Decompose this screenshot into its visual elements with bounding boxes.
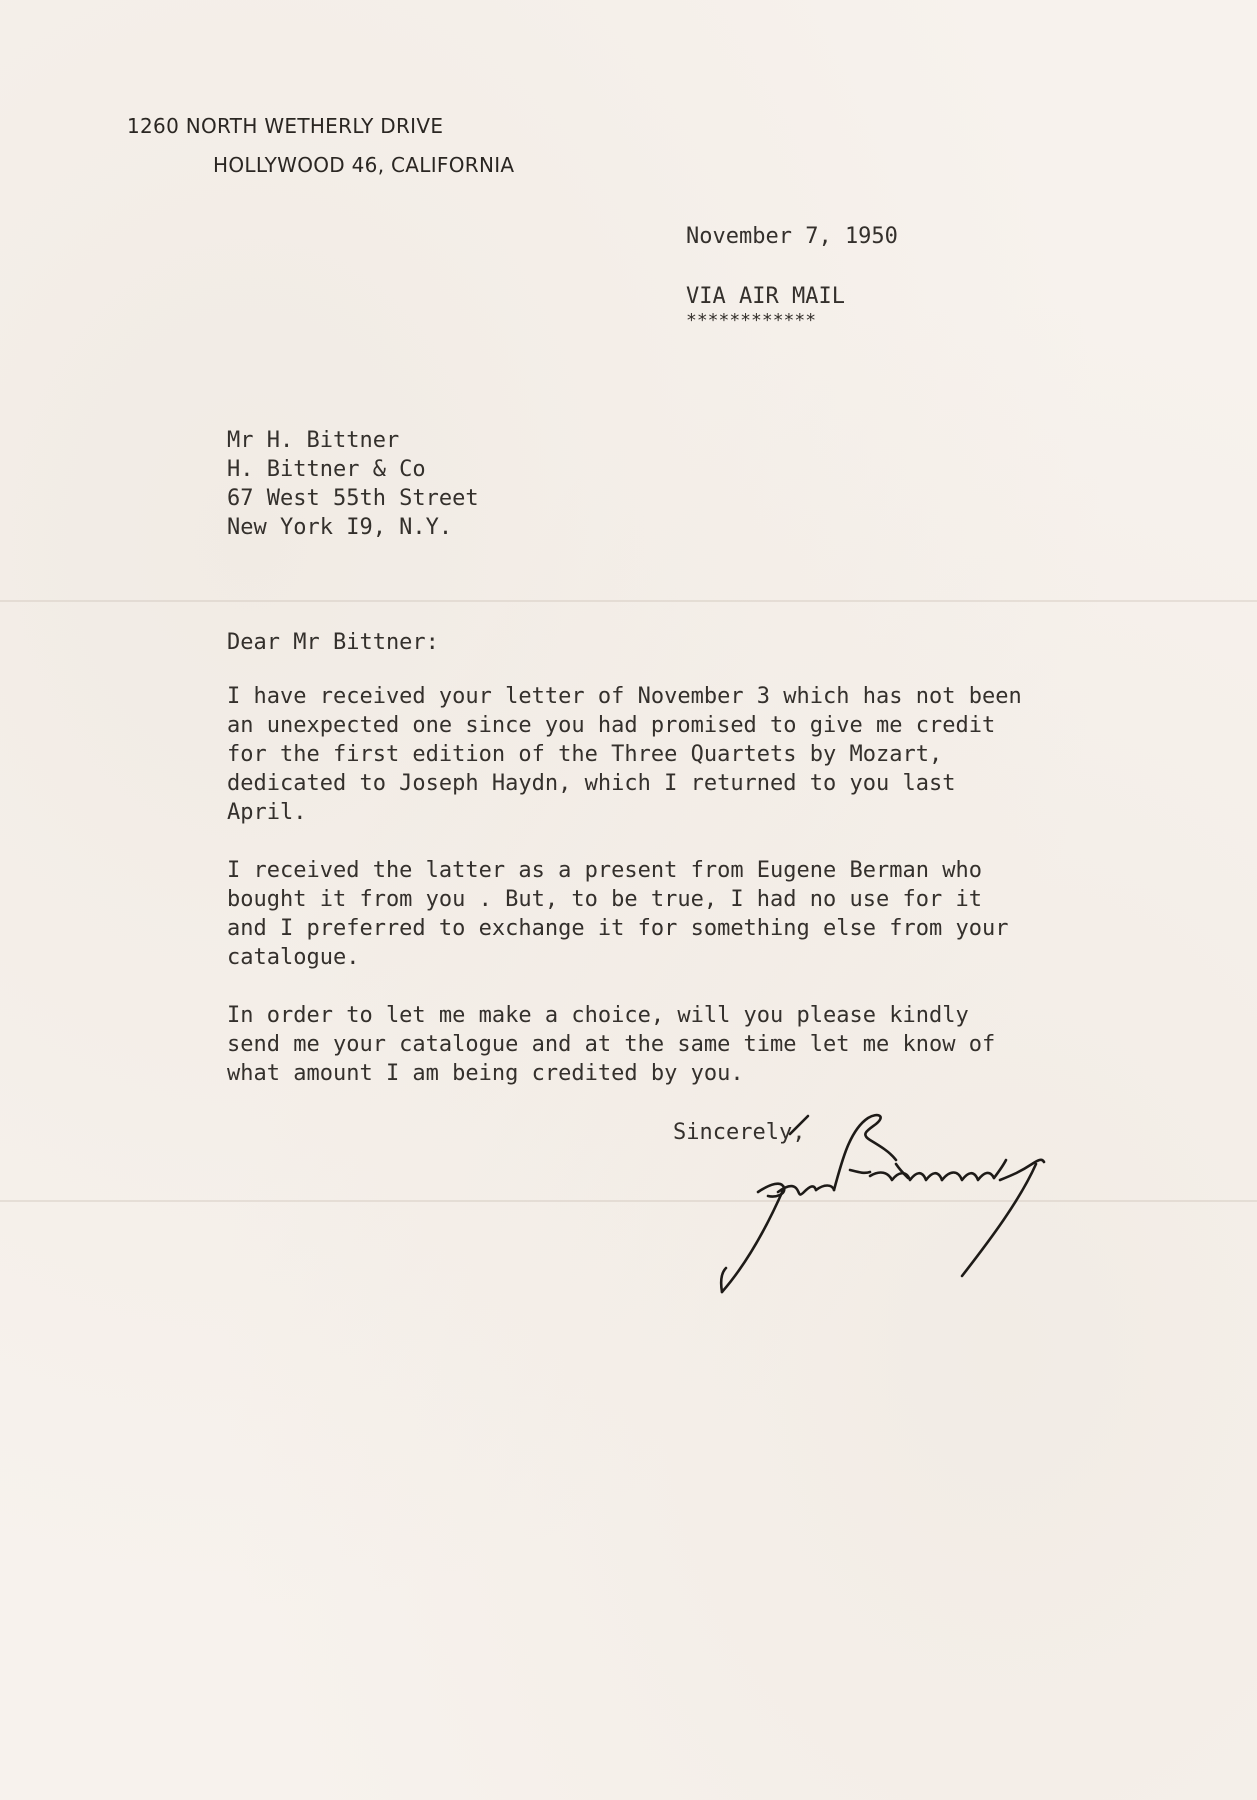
recipient-line: H. Bittner & Co [227,457,426,482]
body-line: April. [227,800,307,825]
handwritten-signature [700,1100,1100,1310]
body-line: In order to let me make a choice, will you please kindly [227,1003,969,1028]
letterhead-city: HOLLYWOOD 46, CALIFORNIA [213,153,515,177]
body-line: catalogue. [227,945,360,970]
body-line: bought it from you . But, to be true, I had no use for it [227,887,982,912]
body-line: for the first edition of the Three Quartets by Mozart, [227,742,943,767]
recipient-line: New York I9, N.Y. [227,515,453,540]
body-line: dedicated to Joseph Haydn, which I returned to you last [227,771,956,796]
closing: Sincerely, [673,1120,806,1145]
recipient-line: 67 West 55th Street [227,486,479,511]
delivery-underline: ************ [686,310,817,331]
delivery-method: VIA AIR MAIL [686,284,845,309]
body-line: send me your catalogue and at the same time let me know of [227,1032,996,1057]
body-line: what amount I am being credited by you. [227,1061,744,1086]
salutation: Dear Mr Bittner: [227,630,439,655]
recipient-line: Mr H. Bittner [227,428,400,453]
body-line: I received the latter as a present from Eugene Berman who [227,858,982,883]
body-line: an unexpected one since you had promised to give me credit [227,713,996,738]
letter-date: November 7, 1950 [686,224,898,249]
body-line: I have received your letter of November 3 which has not been [227,684,1022,709]
letterhead-street: 1260 NORTH WETHERLY DRIVE [127,114,444,138]
paper-fold-line [0,600,1257,602]
body-line: and I preferred to exchange it for something else from your [227,916,1009,941]
